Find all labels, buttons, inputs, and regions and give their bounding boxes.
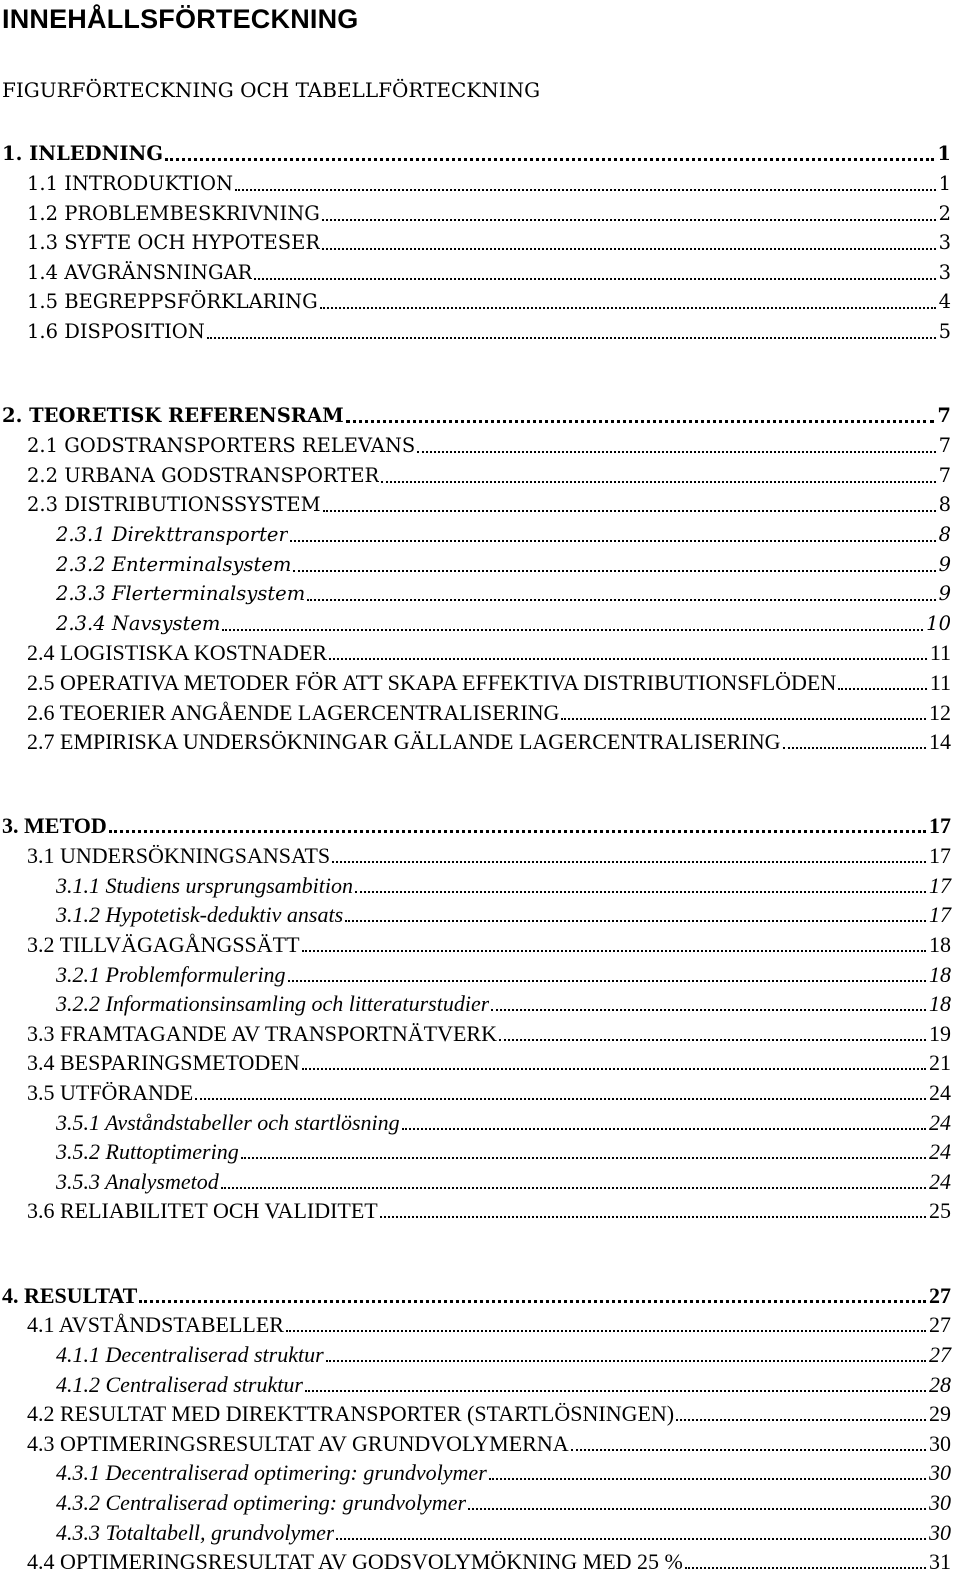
dot-leader (326, 1360, 926, 1362)
toc-entry[interactable] (0, 487, 951, 517)
dot-leader (320, 307, 936, 309)
toc-entry-label: 2. TEORETISK REFERENSRAM (2, 403, 344, 427)
dot-leader (221, 1187, 926, 1189)
toc-entry-label: 4.4 OPTIMERINGSRESULTAT AV GODSVOLYMÖKNING MED 25 % (27, 1549, 683, 1574)
toc-entry[interactable] (0, 1426, 951, 1456)
toc-entry-page-number: 1 (938, 171, 951, 195)
dot-leader (499, 1039, 926, 1041)
dot-leader (305, 1390, 926, 1392)
toc-entry-label: 4.1.1 Decentraliserad struktur (56, 1342, 324, 1367)
toc-entry[interactable] (0, 1164, 951, 1194)
dot-leader (381, 481, 935, 483)
dot-leader (293, 570, 935, 572)
toc-entry-label: 1.3 SYFTE OCH HYPOTESER (27, 230, 321, 254)
toc-entry-page-number: 21 (929, 1049, 951, 1075)
dot-leader (489, 1478, 926, 1480)
toc-entry[interactable] (0, 1455, 951, 1485)
toc-entry[interactable] (0, 1193, 951, 1223)
toc-entry-page-number: 17 (929, 812, 951, 838)
toc-entry[interactable] (0, 724, 951, 754)
toc-entry-label: 4.3.1 Decentraliserad optimering: grundvolymer (56, 1460, 487, 1485)
toc-entry[interactable] (0, 1544, 951, 1574)
dot-leader (235, 189, 936, 191)
toc-entry[interactable] (0, 897, 951, 927)
dot-leader (561, 718, 926, 720)
toc-entry-page-number: 19 (929, 1020, 951, 1046)
toc-entry-label: 2.3.4 Navsystem (56, 611, 221, 635)
toc-entry[interactable] (0, 398, 951, 428)
toc-entry[interactable] (0, 1278, 951, 1308)
toc-entry-label: 4. RESULTAT (2, 1283, 138, 1308)
dot-leader (288, 980, 926, 982)
toc-entry-page-number: 25 (929, 1197, 951, 1223)
toc-entry-label: 2.5 OPERATIVA METODER FÖR ATT SKAPA EFFEKTIVA DISTRIBUTIONSFLÖDEN (27, 670, 837, 695)
toc-entry-page-number: 27 (929, 1282, 951, 1308)
toc-entry-label: 3.5.3 Analysmetod (56, 1169, 219, 1194)
toc-entry-label: 2.3.1 Direkttransporter (56, 522, 288, 546)
toc-entry[interactable] (0, 808, 951, 838)
toc-entry-label: 2.3.2 Enterminalsystem (56, 552, 292, 576)
toc-entry-label: 3.2.1 Problemformulering (56, 962, 286, 987)
dot-leader (254, 278, 935, 280)
toc-entry[interactable] (0, 225, 951, 255)
dot-leader (241, 1157, 926, 1159)
toc-entry-page-number: 18 (929, 961, 951, 987)
toc-entry[interactable] (0, 1134, 951, 1164)
toc-entry[interactable] (0, 1337, 951, 1367)
toc-entry-page-number: 14 (929, 728, 951, 754)
toc-entry-label: 2.1 GODSTRANSPORTERS RELEVANS (27, 433, 416, 457)
dot-leader (195, 1098, 926, 1100)
toc-entry[interactable] (0, 1396, 951, 1426)
toc-entry-page-number: 24 (929, 1138, 951, 1164)
dot-leader (676, 1419, 926, 1421)
toc-entry-label: 2.3.3 Flerterminalsystem (56, 581, 306, 605)
toc-entry[interactable] (0, 1485, 951, 1515)
toc-entry[interactable] (0, 1105, 951, 1135)
dot-leader (838, 688, 927, 690)
dot-leader (380, 1216, 926, 1218)
toc-entry-label: 1.4 AVGRÄNSNINGAR (27, 260, 253, 284)
dot-leader (355, 891, 926, 893)
dot-leader (468, 1508, 926, 1510)
toc-entry[interactable] (0, 1515, 951, 1545)
toc-entry-label: 4.3.3 Totaltabell, grundvolymer (56, 1520, 335, 1545)
toc-entry-label: 1.1 INTRODUKTION (27, 171, 234, 195)
dot-leader (571, 1449, 926, 1451)
toc-entry-label: 2.7 EMPIRISKA UNDERSÖKNINGAR GÄLLANDE LAGERCENTRALISERING (27, 729, 781, 754)
toc-entry[interactable] (0, 166, 951, 196)
dot-leader (222, 629, 923, 631)
toc-entry-page-number: 18 (929, 931, 951, 957)
toc-entry-label: 4.1.2 Centraliserad struktur (56, 1372, 303, 1397)
toc-entry[interactable] (0, 314, 951, 344)
toc-entry-page-number: 3 (938, 260, 951, 284)
toc-entry-page-number: 3 (938, 230, 951, 254)
toc-entry-page-number: 7 (938, 433, 951, 457)
dot-leader (402, 1128, 926, 1130)
toc-entry-page-number: 27 (929, 1311, 951, 1337)
toc-entry-page-number: 18 (929, 990, 951, 1016)
dot-leader (322, 219, 936, 221)
dot-leader (290, 540, 936, 542)
toc-entry-page-number: 10 (926, 611, 951, 635)
toc-entry[interactable] (0, 284, 951, 314)
toc-entry-page-number: 24 (929, 1079, 951, 1105)
toc-entry-page-number: 24 (929, 1168, 951, 1194)
toc-entry-label: 3.6 RELIABILITET OCH VALIDITET (27, 1198, 378, 1223)
dot-leader (307, 599, 935, 601)
toc-entry-label: 3.5.2 Ruttoptimering (56, 1139, 239, 1164)
toc-entry-label: 2.2 URBANA GODSTRANSPORTER (27, 463, 380, 487)
dot-leader (323, 510, 936, 512)
toc-entry[interactable] (0, 547, 951, 577)
toc-entry-label: 3.1 UNDERSÖKNINGSANSATS (27, 843, 331, 868)
toc-entry-page-number: 5 (938, 319, 951, 343)
toc-entry[interactable] (0, 868, 951, 898)
toc-entry-page-number: 28 (929, 1371, 951, 1397)
toc-title: INNEHÅLLSFÖRTECKNING (2, 4, 359, 34)
toc-entry-page-number: 17 (929, 872, 951, 898)
toc-entry-page-number: 30 (929, 1459, 951, 1485)
dot-leader (302, 1068, 926, 1070)
toc-entry-label: 3. METOD (2, 813, 107, 838)
toc-entry-label: 3.1.2 Hypotetisk-deduktiv ansats (56, 902, 344, 927)
toc-entry-label: 3.2.2 Informationsinsamling och litteraturstudier (56, 991, 490, 1016)
toc-entry[interactable] (0, 428, 951, 458)
toc-entry-label: 4.2 RESULTAT MED DIREKTTRANSPORTER (STARTLÖSNINGEN) (27, 1401, 675, 1426)
toc-entry[interactable] (0, 1075, 951, 1105)
toc-entry-label: 1.2 PROBLEMBESKRIVNING (27, 201, 320, 225)
toc-entry[interactable] (0, 255, 951, 285)
dot-leader (491, 1009, 926, 1011)
toc-entry[interactable] (0, 196, 951, 226)
dot-leader (207, 337, 936, 339)
toc-entry[interactable] (0, 957, 951, 987)
toc-entry[interactable] (0, 1367, 951, 1397)
toc-entry-page-number: 11 (929, 669, 951, 695)
toc-entry-page-number: 9 (938, 581, 951, 605)
toc-entry-label: 2.3 DISTRIBUTIONSSYSTEM (27, 492, 321, 516)
toc-entry[interactable] (0, 458, 951, 488)
toc-entry-page-number: 1 (937, 141, 951, 165)
dot-leader (286, 1330, 926, 1332)
toc-entry-page-number: 31 (929, 1548, 951, 1574)
toc-entry-page-number: 9 (938, 552, 951, 576)
toc-entry-label: 3.2 TILLVÄGAGÅNGSSÄTT (27, 932, 300, 957)
toc-entry[interactable] (0, 517, 951, 547)
toc-entry-page-number: 8 (938, 492, 951, 516)
toc-entry-page-number: 7 (937, 403, 951, 427)
toc-entry-label: 3.3 FRAMTAGANDE AV TRANSPORTNÄTVERK (27, 1021, 497, 1046)
dot-leader (783, 747, 927, 749)
toc-entry[interactable] (0, 1016, 951, 1046)
toc-entry[interactable] (0, 695, 951, 725)
toc-entry-label: 3.4 BESPARINGSMETODEN (27, 1050, 300, 1075)
toc-entry-label: 1.6 DISPOSITION (27, 319, 205, 343)
dot-leader (109, 830, 926, 833)
dot-leader (302, 950, 926, 952)
dot-leader (417, 451, 935, 453)
toc-entry-page-number: 29 (929, 1400, 951, 1426)
dot-leader (345, 920, 926, 922)
dot-leader (332, 861, 926, 863)
toc-entry-page-number: 17 (929, 901, 951, 927)
dot-leader (329, 658, 927, 660)
toc-entry-page-number: 30 (929, 1519, 951, 1545)
dot-leader (336, 1538, 926, 1540)
toc-entry-label: 3.5.1 Avståndstabeller och startlösning (56, 1110, 400, 1135)
toc-entry-label: 1. INLEDNING (2, 141, 163, 165)
toc-entry-page-number: 2 (938, 201, 951, 225)
figure-table-list-link[interactable]: FIGURFÖRTECKNING OCH TABELLFÖRTECKNING (2, 78, 541, 102)
dot-leader (139, 1300, 926, 1303)
toc-entry[interactable] (0, 1307, 951, 1337)
toc-entry-page-number: 11 (929, 639, 951, 665)
toc-entry-page-number: 27 (929, 1341, 951, 1367)
toc-entry-label: 3.1.1 Studiens ursprungsambition (56, 873, 354, 898)
dot-leader (346, 420, 935, 423)
toc-entry-page-number: 12 (929, 699, 951, 725)
toc-entry[interactable] (0, 635, 951, 665)
dot-leader (322, 248, 936, 250)
toc-entry[interactable] (0, 576, 951, 606)
toc-entry[interactable] (0, 665, 951, 695)
toc-entry-label: 2.6 TEOERIER ANGÅENDE LAGERCENTRALISERING (27, 700, 560, 725)
toc-entry-page-number: 30 (929, 1430, 951, 1456)
toc-entry[interactable] (0, 1045, 951, 1075)
toc-entry-label: 1.5 BEGREPPSFÖRKLARING (27, 289, 318, 313)
toc-entry-page-number: 8 (938, 522, 951, 546)
toc-entry[interactable] (0, 136, 951, 166)
toc-entry[interactable] (0, 606, 951, 636)
toc-entry[interactable] (0, 986, 951, 1016)
toc-entry[interactable] (0, 927, 951, 957)
toc-entry-page-number: 24 (929, 1109, 951, 1135)
toc-entry[interactable] (0, 838, 951, 868)
toc-entry-page-number: 7 (938, 463, 951, 487)
toc-entry-label: 4.3 OPTIMERINGSRESULTAT AV GRUNDVOLYMERNA (27, 1431, 569, 1456)
toc-entry-page-number: 4 (938, 289, 951, 313)
toc-entry-page-number: 17 (929, 842, 951, 868)
dot-leader (685, 1567, 926, 1569)
toc-entry-label: 4.1 AVSTÅNDSTABELLER (27, 1312, 284, 1337)
toc-entry-label: 4.3.2 Centraliserad optimering: grundvolymer (56, 1490, 467, 1515)
toc-entry-page-number: 30 (929, 1489, 951, 1515)
dot-leader (165, 158, 934, 161)
toc-entry-label: 2.4 LOGISTISKA KOSTNADER (27, 640, 328, 665)
toc-entry-label: 3.5 UTFÖRANDE (27, 1080, 194, 1105)
